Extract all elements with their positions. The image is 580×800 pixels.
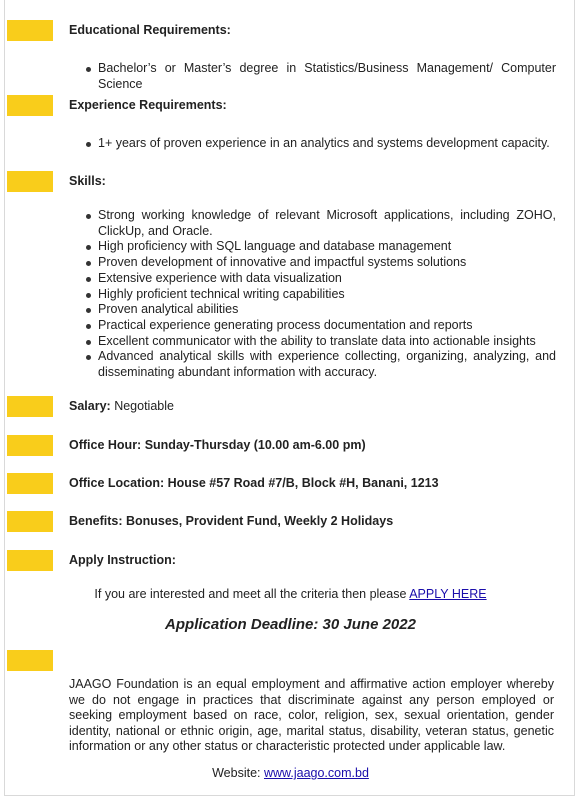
- website-line: [5, 766, 576, 780]
- section-marker: [7, 396, 53, 417]
- apply-text: If you are interested and meet all the criteria then please: [94, 587, 407, 601]
- section-marker: [7, 171, 53, 192]
- benefits: Benefits: Bonuses, Provident Fund, Weekly 2 Holidays: [69, 514, 394, 528]
- list-item: Excellent communicator with the ability to translate data into actionable insights: [98, 334, 556, 350]
- list-item: Practical experience generating process documentation and reports: [98, 318, 556, 334]
- list-item: 1+ years of proven experience in an analytics and systems development capacity.: [98, 136, 556, 152]
- list-item: Extensive experience with data visualization: [98, 271, 556, 287]
- salary-value: Negotiable: [114, 399, 174, 413]
- apply-line: [5, 587, 576, 601]
- office-hour: Office Hour: Sunday-Thursday (10.00 am-6.00 pm): [69, 438, 366, 452]
- experience-list: [98, 136, 556, 152]
- office-location: Office Location: House #57 Road #7/B, Block #H, Banani, 1213: [69, 476, 439, 490]
- section-marker: [7, 511, 53, 532]
- equal-employment-statement: JAAGO Foundation is an equal employment and affirmative action employer whereby we do not engage in practices that discriminate against any person employed or seeking employment based on race, color, religion, sex, sexual orientation, gender identity, national or ethnic origin, age, marital status, disability, veteran status, genetic information or any other status or characteristic protected under applicable law.: [69, 677, 554, 754]
- list-item: Highly proficient technical writing capabilities: [98, 287, 556, 303]
- section-marker: [7, 473, 53, 494]
- application-deadline: Application Deadline: 30 June 2022: [165, 616, 416, 633]
- list-item: High proficiency with SQL language and database management: [98, 239, 556, 255]
- apply-heading: Apply Instruction:: [69, 553, 176, 567]
- job-post-page: [4, 0, 575, 796]
- list-item: Bachelor’s or Master’s degree in Statistics/Business Management/ Computer Science: [98, 61, 556, 91]
- list-item: Strong working knowledge of relevant Microsoft applications, including ZOHO, ClickUp, and Oracle.: [98, 208, 556, 238]
- section-marker: [7, 650, 53, 671]
- section-marker: [7, 435, 53, 456]
- education-heading: Educational Requirements:: [69, 23, 231, 37]
- skills-heading: Skills:: [69, 174, 106, 188]
- website-label: Website:: [212, 766, 261, 780]
- apply-here-link[interactable]: APPLY HERE: [409, 587, 487, 601]
- list-item: Proven analytical abilities: [98, 302, 556, 318]
- salary-label: Salary:: [69, 399, 111, 413]
- list-item: Proven development of innovative and impactful systems solutions: [98, 255, 556, 271]
- section-marker: [7, 550, 53, 571]
- skills-list: [98, 208, 556, 381]
- salary-line: [69, 399, 174, 413]
- experience-heading: Experience Requirements:: [69, 98, 227, 112]
- education-list: [98, 61, 556, 92]
- list-item: Advanced analytical skills with experience collecting, organizing, analyzing, and disseminating abundant information with accuracy.: [98, 349, 556, 380]
- section-marker: [7, 20, 53, 41]
- section-marker: [7, 95, 53, 116]
- website-link[interactable]: www.jaago.com.bd: [263, 766, 369, 780]
